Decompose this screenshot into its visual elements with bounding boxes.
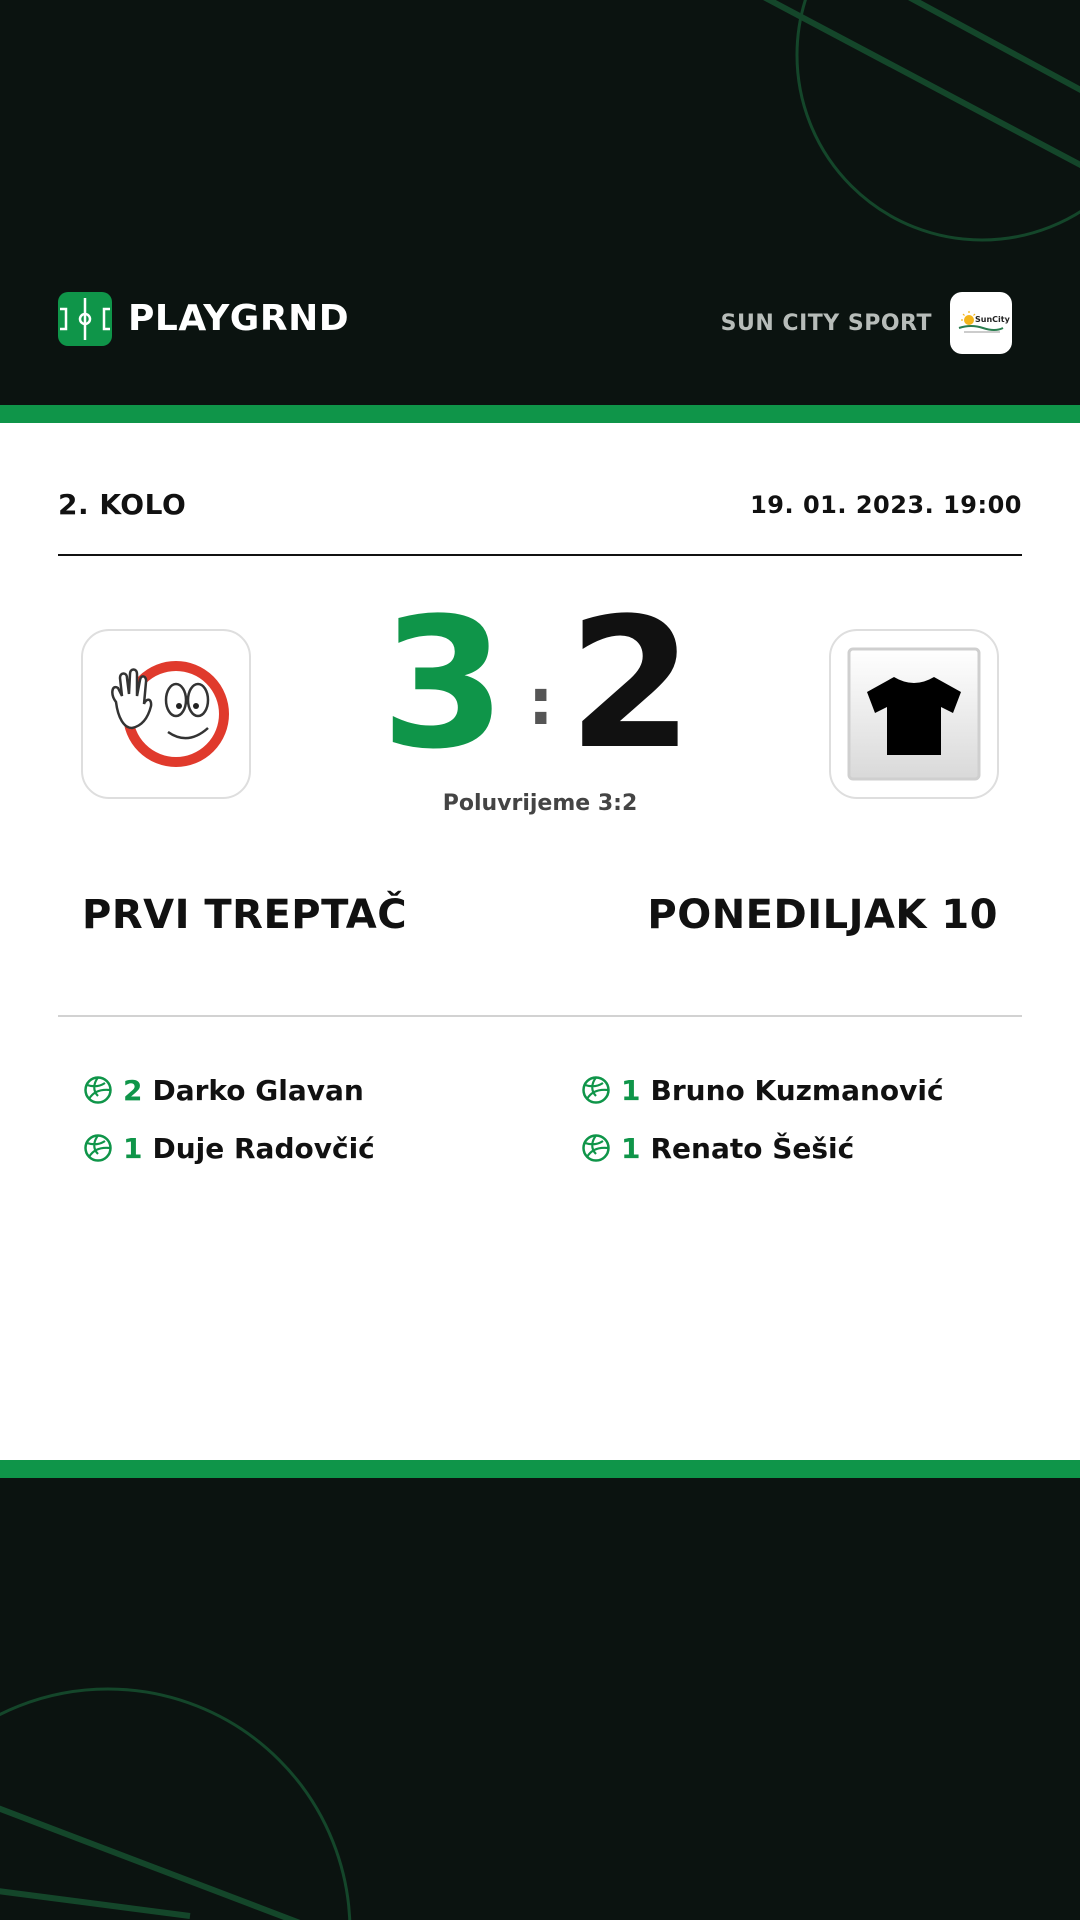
match-card — [0, 423, 1080, 1460]
player-name: Darko Glavan — [152, 1073, 364, 1107]
pitch-icon — [58, 292, 112, 346]
accent-stripe-bottom — [0, 1460, 1080, 1478]
sponsor-name: SUN CITY SPORT — [720, 310, 932, 336]
player-name: Duje Radovčić — [152, 1131, 375, 1165]
ball-icon — [581, 1133, 611, 1163]
home-scorers — [83, 1070, 543, 1186]
sponsor-logo — [950, 292, 1012, 354]
away-team-name[interactable]: PONEDILJAK 10 — [647, 892, 998, 938]
goal-count: 1 — [621, 1073, 641, 1107]
home-team-name[interactable]: PRVI TREPTAČ — [82, 892, 408, 938]
sponsor-logo-text: SunCity — [975, 315, 1010, 324]
ball-icon — [83, 1133, 113, 1163]
score-separator: : — [528, 666, 554, 740]
scoreboard — [0, 580, 1080, 789]
pitch-decoration — [0, 1478, 1080, 1920]
player-name: Bruno Kuzmanović — [650, 1073, 944, 1107]
home-score: 3 — [380, 580, 506, 789]
footer — [0, 1478, 1080, 1920]
brand-name: PLAYGRND — [128, 298, 350, 339]
header — [0, 0, 1080, 405]
scorer-row[interactable] — [581, 1070, 1041, 1110]
scorer-row[interactable] — [83, 1128, 543, 1168]
round-label: 2. KOLO — [58, 488, 187, 521]
scorer-row[interactable] — [581, 1128, 1041, 1168]
goal-count: 1 — [621, 1131, 641, 1165]
match-datetime: 19. 01. 2023. 19:00 — [750, 491, 1022, 519]
ball-icon — [83, 1075, 113, 1105]
divider — [58, 554, 1022, 556]
ball-icon — [581, 1075, 611, 1105]
goal-count: 2 — [123, 1073, 143, 1107]
accent-stripe-top — [0, 405, 1080, 423]
divider — [58, 1015, 1022, 1017]
sponsor[interactable] — [721, 292, 1012, 354]
scorer-row[interactable] — [83, 1070, 543, 1110]
halftime-score: Poluvrijeme 3:2 — [442, 791, 638, 816]
away-scorers — [581, 1070, 1041, 1186]
away-score: 2 — [568, 580, 694, 789]
brand[interactable] — [58, 291, 349, 346]
goal-count: 1 — [123, 1131, 143, 1165]
player-name: Renato Šešić — [650, 1131, 855, 1165]
